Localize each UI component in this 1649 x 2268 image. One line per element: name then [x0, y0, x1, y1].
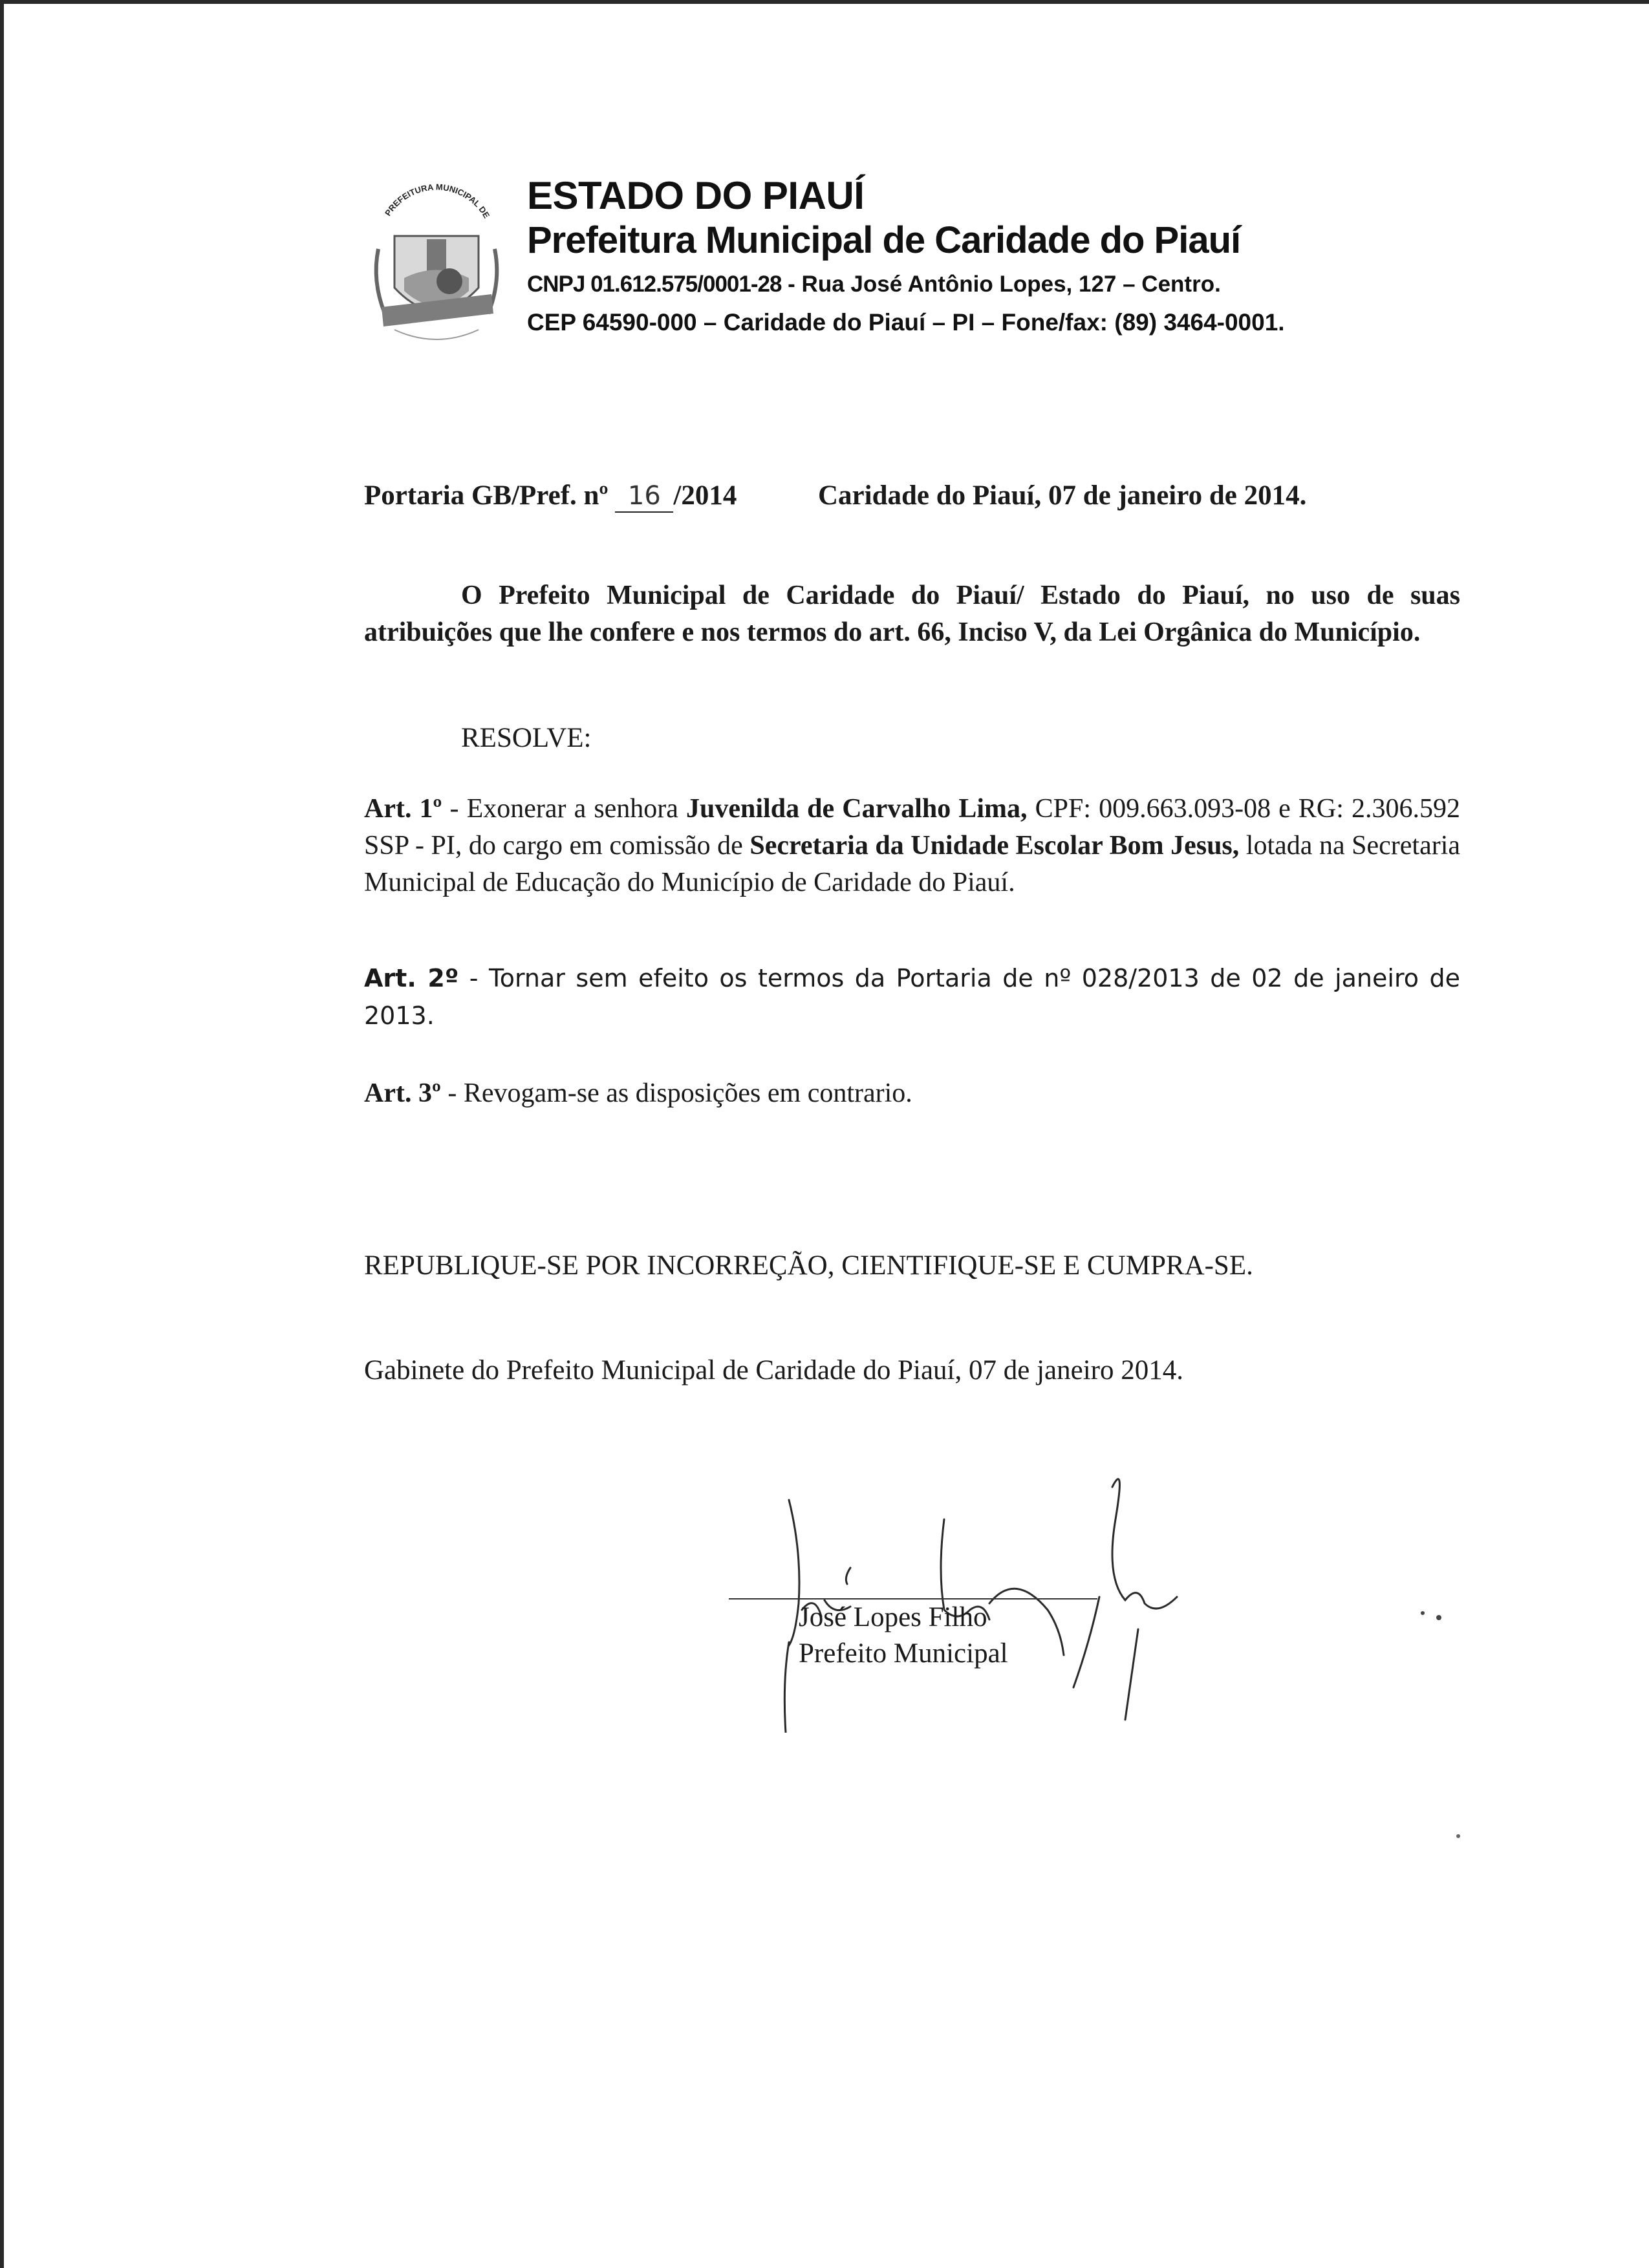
portaria-year: /2014	[673, 480, 737, 511]
signer-role: Prefeito Municipal	[799, 1638, 1008, 1669]
signer-name: José Lopes Filho	[799, 1602, 987, 1632]
letterhead-state: ESTADO DO PIAUÍ	[527, 174, 865, 217]
letterhead-cnpj: CNPJ 01.612.575/0001-28	[527, 272, 782, 297]
article-2	[364, 959, 1460, 1034]
portaria-number-field	[615, 480, 673, 513]
article-2-text: - Tornar sem efeito os termos da Portaria de nº 028/2013 de 02 de janeiro de 2013.	[364, 964, 1460, 1030]
portaria-number-handwritten: 16	[627, 481, 661, 511]
article-3	[364, 1075, 1460, 1112]
handwritten-signature	[711, 1422, 1229, 1733]
article-1-text-b: CPF: 009.663.093-08 e RG: 2.306.592 SSP - PI, do cargo em comissão de	[364, 794, 1461, 861]
article-2-label: Art. 2º	[364, 964, 459, 992]
article-1-text-a: - Exonerar a senhora	[442, 794, 687, 824]
portaria-number-line	[364, 480, 737, 513]
portaria-prefix: Portaria GB/Pref. nº	[364, 480, 616, 511]
letterhead-address: - Rua José Antônio Lopes, 127 – Centro.	[781, 272, 1221, 297]
letterhead-address-line	[527, 272, 1221, 297]
signature-line	[729, 1598, 1097, 1599]
article-1	[364, 791, 1460, 901]
scan-edge-left	[0, 0, 4, 2268]
gabinete-date-line: Gabinete do Prefeito Municipal de Caridade do Piauí, 07 de janeiro 2014.	[364, 1355, 1183, 1385]
article-3-text: - Revogam-se as disposições em contrario.	[440, 1078, 912, 1108]
republique-statement: REPUBLIQUE-SE POR INCORREÇÃO, CIENTIFIQUE-SE E CUMPRA-SE.	[364, 1250, 1253, 1281]
seal-arc-text: PREFEITURA MUNICIPAL DE	[383, 182, 492, 220]
portaria-place-date: Caridade do Piauí, 07 de janeiro de 2014.	[818, 480, 1307, 511]
article-1-role: Secretaria da Unidade Escolar Bom Jesus,	[749, 831, 1240, 861]
article-1-text-c: lotada na Secretaria Municipal de Educação do Município de Caridade do Piauí.	[364, 831, 1461, 897]
letterhead-contact: CEP 64590-000 – Caridade do Piauí – PI – Fone/fax: (89) 3464-0001.	[527, 309, 1285, 336]
article-1-person-name: Juvenilda de Carvalho Lima,	[686, 794, 1028, 824]
scan-edge-top	[0, 0, 1649, 4]
resolve-heading: RESOLVE:	[461, 723, 592, 753]
municipal-seal-logo	[365, 165, 508, 352]
scan-specks	[1416, 1603, 1468, 1849]
article-3-label: Art. 3º	[364, 1078, 441, 1108]
intro-paragraph: O Prefeito Municipal de Caridade do Piauí/ Estado do Piauí, no uso de suas atribuições que lhe confere e nos termos do art. 66, Inciso V, da Lei Orgânica do Município.	[364, 581, 1460, 647]
article-1-label: Art. 1º	[364, 794, 442, 824]
letterhead-municipality: Prefeitura Municipal de Caridade do Piauí	[527, 219, 1241, 261]
